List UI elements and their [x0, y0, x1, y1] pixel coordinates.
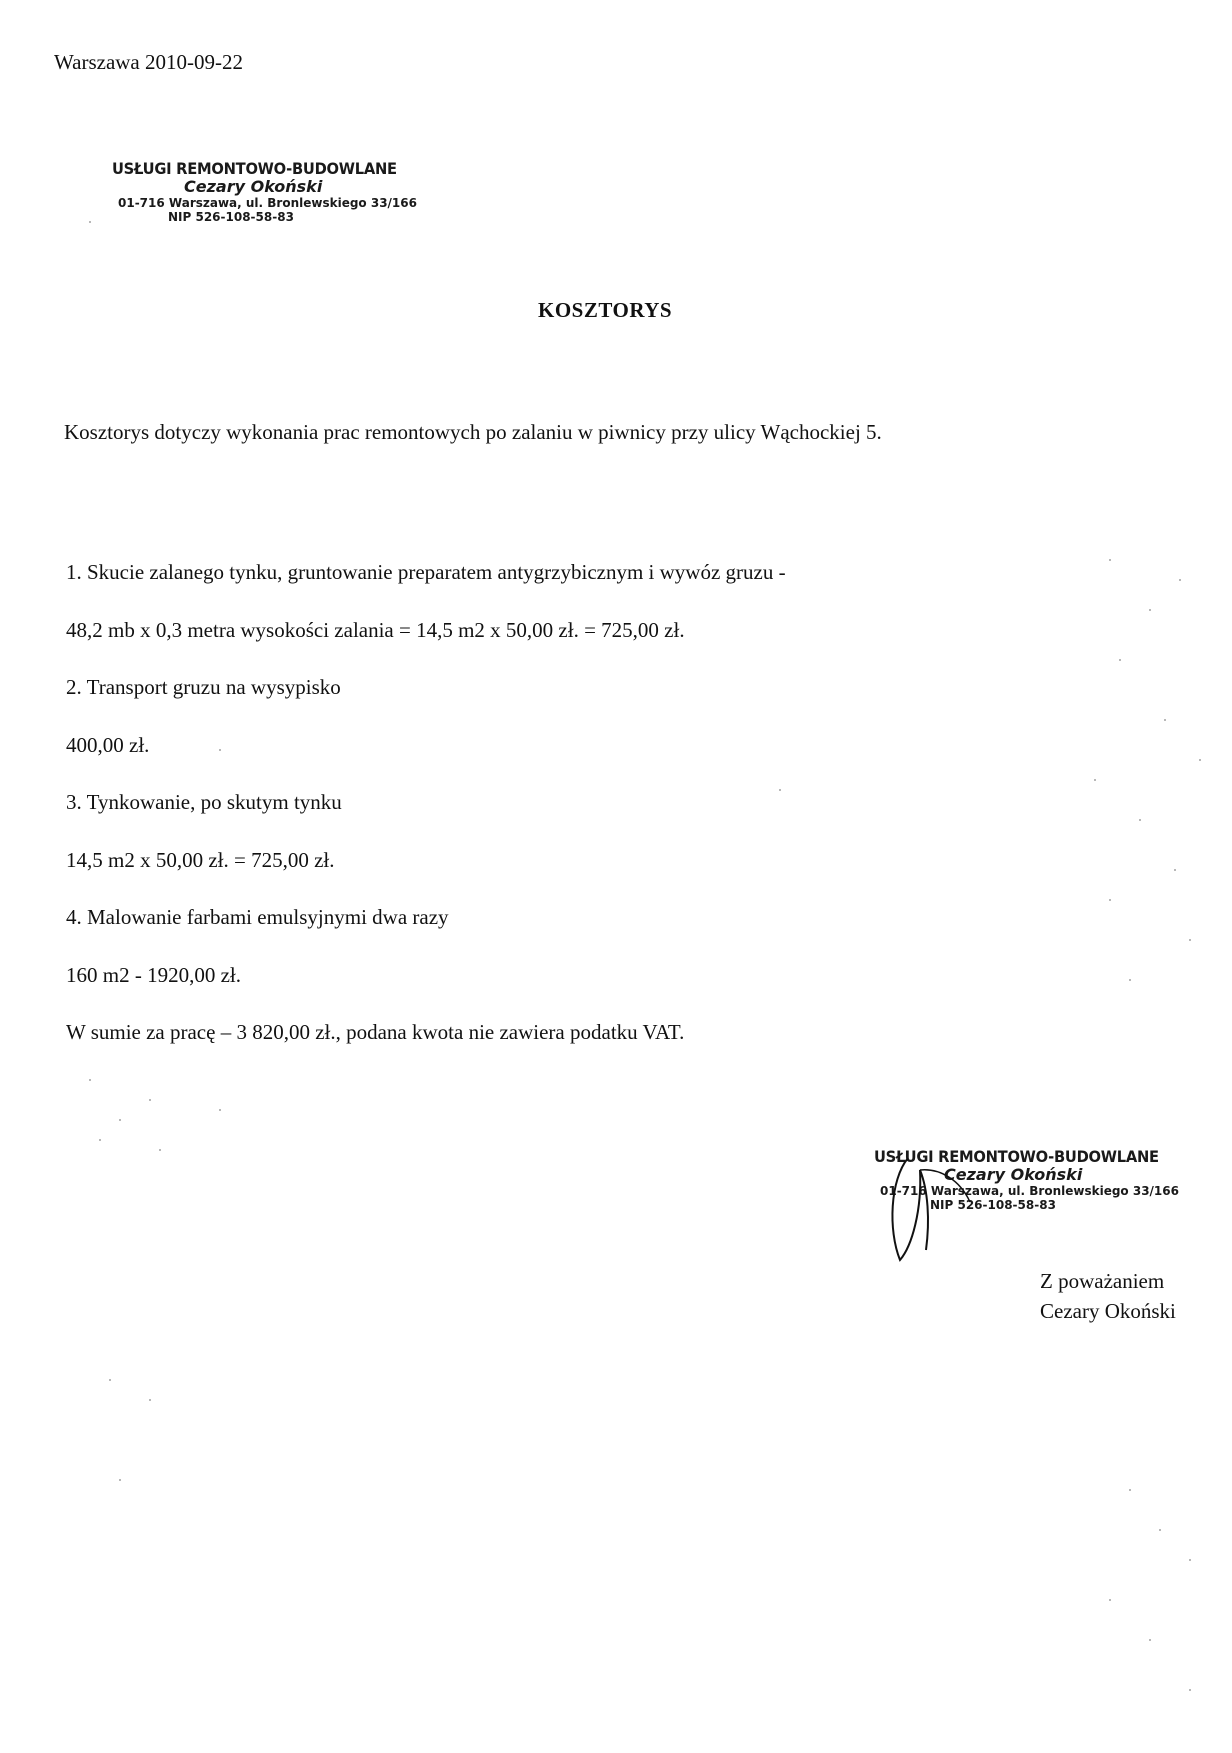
item-4-description: 4. Malowanie farbami emulsyjnymi dwa razy — [66, 905, 449, 929]
stamp-owner-name: Cezary Okoński — [184, 177, 323, 197]
date-line: Warszawa 2010-09-22 — [54, 50, 243, 74]
stamp-nip: NIP 526-108-58-83 — [168, 209, 294, 224]
item-1-calculation: 48,2 mb x 0,3 metra wysokości zalania = 14,5 m2 x 50,00 zł. = 725,00 zł. — [66, 618, 685, 642]
stamp-company-name: USŁUGI REMONTOWO-BUDOWLANE — [112, 159, 397, 178]
item-2-description: 2. Transport gruzu na wysypisko — [66, 675, 341, 699]
handwritten-signature — [880, 1150, 1000, 1270]
closing-block — [1040, 1266, 1176, 1326]
stamp-address: 01-716 Warszawa, ul. Bronlewskiego 33/166 — [880, 1183, 1179, 1198]
closing-salutation: Z poważaniem — [1040, 1269, 1165, 1293]
total-line: W sumie za pracę – 3 820,00 zł., podana kwota nie zawiera podatku VAT. — [66, 1020, 685, 1044]
stamp-owner-name: Cezary Okoński — [944, 1165, 1083, 1185]
item-1-description: 1. Skucie zalanego tynku, gruntowanie preparatem antygrzybicznym i wywóz gruzu - — [66, 560, 786, 584]
item-3-calculation: 14,5 m2 x 50,00 zł. = 725,00 zł. — [66, 848, 335, 872]
company-stamp-header — [112, 160, 422, 224]
stamp-nip: NIP 526-108-58-83 — [930, 1197, 1056, 1212]
stamp-company-name: USŁUGI REMONTOWO-BUDOWLANE — [874, 1147, 1159, 1166]
document-title: KOSZTORYS — [538, 298, 673, 322]
closing-signatory: Cezary Okoński — [1040, 1299, 1176, 1323]
stamp-address: 01-716 Warszawa, ul. Bronlewskiego 33/166 — [118, 195, 417, 210]
item-3-description: 3. Tynkowanie, po skutym tynku — [66, 790, 342, 814]
item-4-calculation: 160 m2 - 1920,00 zł. — [66, 963, 241, 987]
intro-paragraph: Kosztorys dotyczy wykonania prac remontowych po zalaniu w piwnicy przy ulicy Wąchockiej 5. — [64, 420, 882, 444]
item-2-calculation: 400,00 zł. — [66, 733, 150, 757]
